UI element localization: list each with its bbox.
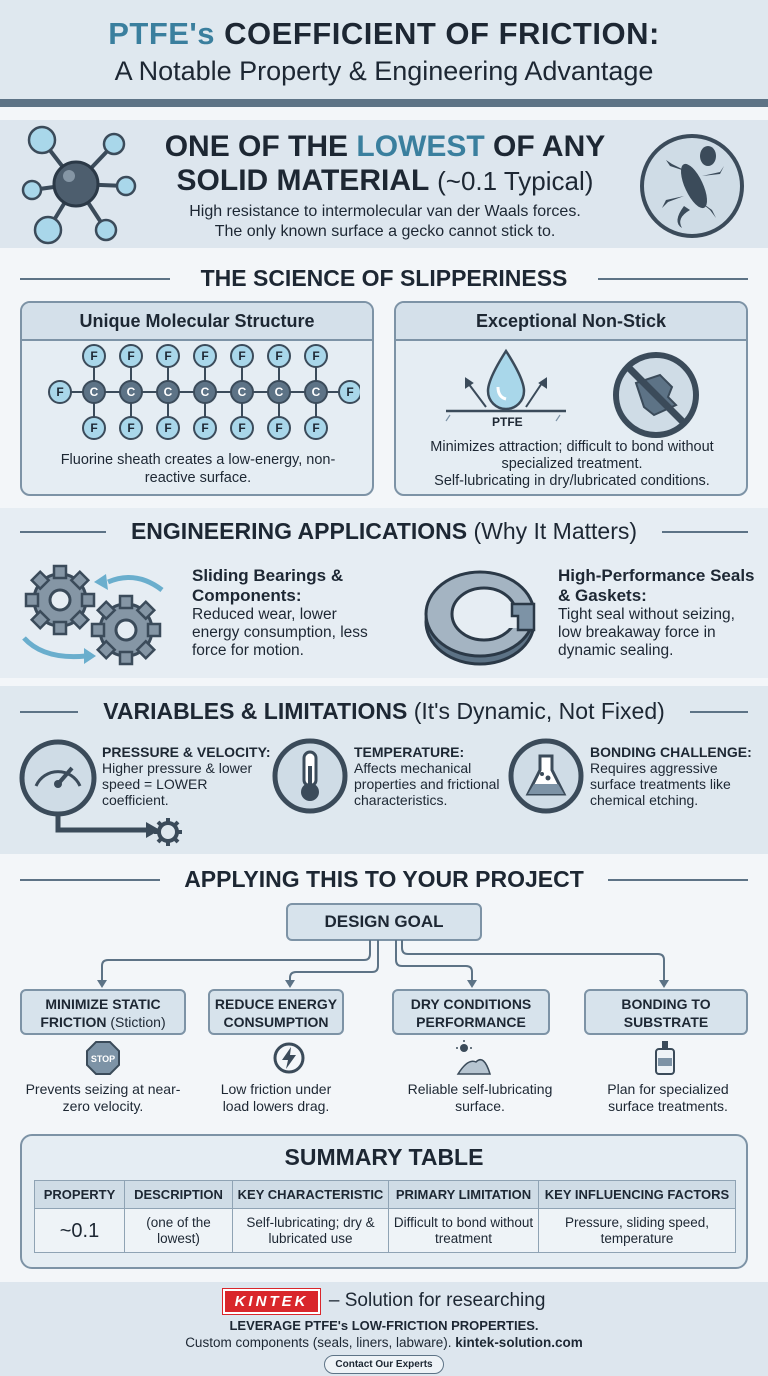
fluorine-atom-label: F xyxy=(90,421,98,435)
fluorine-atom-label: F xyxy=(238,349,246,363)
molecular-caption: Fluorine sheath creates a low-energy, non-reactive surface. xyxy=(60,452,336,486)
hero-subtext: High resistance to intermolecular van der Waals forces. The only known surface a gecko cannot stick to. xyxy=(189,203,581,240)
branch-box-bonding: BONDING TO SUBSTRATE xyxy=(584,989,748,1035)
summary-title: SUMMARY TABLE xyxy=(284,1144,484,1170)
branch-note-bonding: Plan for specialized surface treatments. xyxy=(607,1081,729,1114)
section-title-applications: ENGINEERING APPLICATIONS (Why It Matters) xyxy=(130,518,638,544)
header-divider xyxy=(0,99,768,107)
molecular-panel-heading: Unique Molecular Structure xyxy=(22,303,372,341)
fluorine-atom-label: F xyxy=(90,349,98,363)
section-rule xyxy=(20,278,170,280)
ptfe-surface-label: PTFE xyxy=(492,415,523,429)
fluorine-atom-label: F xyxy=(312,421,320,435)
stop-sign-icon xyxy=(86,1041,120,1075)
fluorine-atom-label: F xyxy=(346,385,354,399)
table-cell: ~0.1 xyxy=(35,1209,125,1253)
footer-tagline: – Solution for researching xyxy=(328,1290,546,1311)
section-rule xyxy=(662,531,748,533)
carbon-atom-label: C xyxy=(89,385,99,399)
header-banner xyxy=(0,0,768,100)
non-stick-panel xyxy=(394,301,748,496)
molecule-icon xyxy=(14,120,144,248)
branch-box-static-friction: MINIMIZE STATIC FRICTION (Stiction) xyxy=(20,989,186,1035)
table-header-cell: DESCRIPTION xyxy=(125,1181,233,1209)
section-rule xyxy=(20,711,78,713)
carbon-atom-label: C xyxy=(274,385,284,399)
svg-text:STOP: STOP xyxy=(90,1054,116,1064)
section-rule xyxy=(598,278,748,280)
fluorine-atom-label: F xyxy=(127,421,135,435)
page-subtitle: A Notable Property & Engineering Advantage xyxy=(114,56,654,86)
branch-note-energy: Low friction under load lowers drag. xyxy=(220,1081,332,1114)
section-title-project: APPLYING THIS TO YOUR PROJECT xyxy=(184,866,584,892)
fluorine-atom-label: F xyxy=(238,421,246,435)
branch-note-dry-conditions: Reliable self-lubricating surface. xyxy=(407,1081,553,1114)
flask-icon xyxy=(508,738,584,814)
table-cell: (one of the lowest) xyxy=(125,1209,233,1253)
thermometer-icon xyxy=(272,738,348,814)
branch-box-dry-conditions: DRY CONDITIONS PERFORMANCE xyxy=(392,989,550,1035)
fluorine-atom-label: F xyxy=(275,349,283,363)
table-header-cell: PROPERTY xyxy=(35,1181,125,1209)
section-title-science: THE SCIENCE OF SLIPPERINESS xyxy=(200,265,568,291)
table-header-cell: KEY INFLUENCING FACTORS xyxy=(539,1181,736,1209)
fluorine-atom-label: F xyxy=(275,421,283,435)
carbon-atom-label: C xyxy=(126,385,136,399)
energy-icon xyxy=(272,1041,306,1075)
carbon-atom-label: C xyxy=(237,385,247,399)
non-stick-caption: Minimizes attraction; difficult to bond without specialized treatment. Self-lubricating in dry/lubricated conditions. xyxy=(430,439,714,489)
app-item-seals: High-Performance Seals & Gaskets: Tight seal without seizing, low breakaway force in dynamic sealing. xyxy=(558,566,755,659)
variable-item-pressure: PRESSURE & VELOCITY: Higher pressure & lower speed = LOWER coefficient. xyxy=(102,744,271,808)
hero-banner xyxy=(0,120,768,248)
app-item-bearings: Sliding Bearings & Components: Reduced wear, lower energy consumption, less force for motion. xyxy=(192,566,368,659)
table-row xyxy=(35,1209,736,1253)
branch-box-energy: REDUCE ENERGY CONSUMPTION xyxy=(208,989,344,1035)
section-rule xyxy=(20,531,106,533)
section-title-variables: VARIABLES & LIMITATIONS (It's Dynamic, Not Fixed) xyxy=(103,698,665,724)
variable-item-bonding: BONDING CHALLENGE: Requires aggressive surface treatments like chemical etching. xyxy=(590,744,752,808)
kintek-logo: KINTEK xyxy=(223,1289,321,1314)
footer-brand-line xyxy=(0,1290,768,1312)
fluorine-atom-label: F xyxy=(312,349,320,363)
fluorine-atom-label: F xyxy=(201,421,209,435)
website-link[interactable]: kintek-solution.com xyxy=(455,1335,583,1350)
carbon-atom-label: C xyxy=(163,385,173,399)
glue-bottle-icon xyxy=(652,1040,678,1076)
gecko-icon xyxy=(636,130,748,242)
contact-experts-button[interactable]: Contact Our Experts xyxy=(324,1355,443,1374)
fluorine-atom-label: F xyxy=(201,349,209,363)
table-header-cell: KEY CHARACTERISTIC xyxy=(233,1181,389,1209)
molecular-structure-panel xyxy=(20,301,374,496)
table-cell: Self-lubricating; dry & lubricated use xyxy=(233,1209,389,1253)
branch-note-static-friction: Prevents seizing at near-zero velocity. xyxy=(25,1081,181,1114)
design-goal-box: DESIGN GOAL xyxy=(286,903,482,941)
fluorine-atom-label: F xyxy=(164,349,172,363)
fluorine-atom-label: F xyxy=(127,349,135,363)
summary-table xyxy=(34,1180,736,1253)
section-rule xyxy=(690,711,748,713)
table-cell: Pressure, sliding speed, temperature xyxy=(539,1209,736,1253)
footer-line1: LEVERAGE PTFE's LOW-FRICTION PROPERTIES. xyxy=(229,1318,539,1333)
page-title: PTFE's COEFFICIENT OF FRICTION: xyxy=(108,16,660,51)
fluorine-atom-label: F xyxy=(164,421,172,435)
dry-terrain-icon xyxy=(452,1040,492,1076)
table-header-cell: PRIMARY LIMITATION xyxy=(389,1181,539,1209)
ptfe-chain-diagram xyxy=(40,343,360,441)
table-header-row xyxy=(35,1181,736,1209)
carbon-atom-label: C xyxy=(311,385,321,399)
seal-ring-icon xyxy=(418,556,548,668)
hero-headline: ONE OF THE LOWEST OF ANY SOLID MATERIAL (~0.1 Typical) xyxy=(164,130,606,197)
footer xyxy=(0,1282,768,1376)
section-rule xyxy=(20,879,160,881)
gears-icon xyxy=(16,556,176,668)
non-stick-panel-heading: Exceptional Non-Stick xyxy=(396,303,746,341)
variable-item-temperature: TEMPERATURE: Affects mechanical properties and frictional characteristics. xyxy=(354,744,500,808)
carbon-atom-label: C xyxy=(200,385,210,399)
section-rule xyxy=(608,879,748,881)
cta-wrap xyxy=(0,1354,768,1372)
no-stick-icon xyxy=(610,349,702,441)
fluorine-atom-label: F xyxy=(56,385,64,399)
flow-connectors xyxy=(0,940,768,990)
summary-table-panel xyxy=(20,1134,748,1269)
table-cell: Difficult to bond without treatment xyxy=(389,1209,539,1253)
footer-line2: Custom components (seals, liners, labware). kintek-solution.com xyxy=(185,1335,583,1350)
